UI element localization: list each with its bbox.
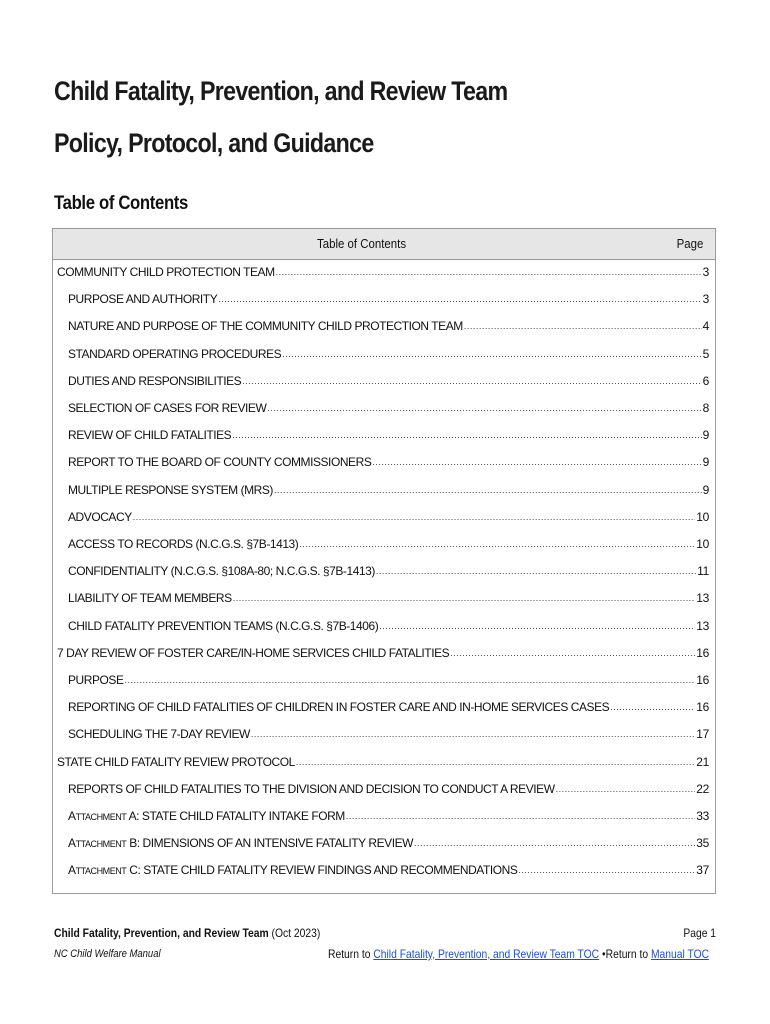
toc-dot-leader (376, 564, 696, 578)
toc-entry-page: 3 (702, 292, 709, 307)
toc-entry[interactable] (68, 861, 709, 877)
footer-return-links (328, 947, 709, 961)
toc-entry-page: 9 (702, 428, 709, 443)
toc-entry-label: ATTACHMENT A: STATE CHILD FATALITY INTAKE FORM (68, 809, 345, 823)
toc-entry[interactable] (68, 807, 709, 823)
toc-dot-leader (282, 347, 701, 361)
toc-entry-page: 16 (696, 645, 709, 660)
toc-dot-leader (242, 374, 701, 388)
toc-entry-label: PURPOSE (68, 673, 124, 687)
toc-entry-page: 6 (702, 373, 709, 388)
toc-entry-page: 10 (696, 509, 709, 524)
footer-title-text: Child Fatality, Prevention, and Review Team (54, 926, 269, 940)
toc-dot-leader (232, 428, 701, 442)
toc-entry-page: 37 (696, 863, 709, 878)
toc-entry[interactable] (68, 508, 709, 524)
toc-dot-leader (379, 619, 695, 633)
toc-entry-label: SCHEDULING THE 7-DAY REVIEW (68, 727, 250, 742)
toc-heading: Table of Contents (54, 193, 188, 214)
footer-doc-title (54, 926, 320, 940)
toc-entry[interactable] (68, 535, 709, 551)
toc-entry[interactable] (68, 617, 709, 633)
document-title-line-1: Child Fatality, Prevention, and Review Team (54, 76, 508, 106)
toc-entry[interactable] (68, 317, 709, 333)
toc-entry[interactable] (68, 725, 709, 741)
toc-entry-label: NATURE AND PURPOSE OF THE COMMUNITY CHILD PROTECTION TEAM (68, 319, 463, 334)
toc-entry-label: SELECTION OF CASES FOR REVIEW (68, 401, 267, 415)
toc-entry-label: DUTIES AND RESPONSIBILITIES (68, 373, 242, 388)
toc-dot-leader (267, 401, 701, 415)
toc-dot-leader (133, 510, 696, 524)
toc-dot-leader (218, 292, 701, 306)
toc-entry-page: 35 (696, 836, 709, 851)
return-prefix-1: Return to (328, 947, 374, 961)
toc-dot-leader (372, 455, 701, 469)
toc-entry-label: MULTIPLE RESPONSE SYSTEM (MRS) (68, 482, 273, 497)
toc-entry[interactable] (68, 562, 709, 578)
toc-entry-page: 22 (696, 781, 709, 796)
toc-entry-label: STATE CHILD FATALITY REVIEW PROTOCOL (57, 754, 295, 769)
toc-entry-page: 4 (702, 319, 709, 334)
toc-entry-page: 21 (696, 754, 709, 769)
toc-dot-leader (233, 591, 696, 605)
toc-entry-label: STANDARD OPERATING PROCEDURES (68, 346, 282, 361)
toc-entry-page: 17 (696, 727, 709, 742)
toc-entry-page: 9 (702, 455, 709, 470)
toc-dot-leader (299, 537, 695, 551)
toc-entry-label: ATTACHMENT C: STATE CHILD FATALITY REVIEW FINDINGS AND RECOMMENDATIONS (68, 863, 518, 878)
toc-dot-leader (610, 700, 695, 714)
toc-entry-page: 16 (696, 673, 709, 687)
toc-entry-page: 3 (702, 265, 709, 279)
toc-table-header (53, 229, 715, 260)
toc-entry[interactable] (68, 290, 709, 306)
toc-entry-page: 33 (696, 809, 709, 823)
toc-entry[interactable] (68, 481, 709, 497)
toc-entry-label: ADVOCACY (68, 509, 132, 524)
toc-entry[interactable] (57, 644, 709, 660)
toc-dot-leader (464, 319, 702, 333)
toc-entry[interactable] (68, 671, 709, 687)
toc-header-page: Page (676, 236, 703, 251)
link-separator: • (599, 947, 606, 961)
toc-entry[interactable] (57, 753, 709, 769)
toc-entry-label: PURPOSE AND AUTHORITY (68, 292, 218, 307)
toc-entry[interactable] (68, 780, 709, 796)
toc-dot-leader (346, 809, 695, 823)
toc-dot-leader (276, 265, 702, 279)
toc-entry[interactable] (68, 345, 709, 361)
toc-entry-page: 13 (696, 618, 709, 633)
toc-entry-page: 13 (696, 591, 709, 606)
toc-entry-page: 8 (702, 401, 709, 415)
document-title-line-2: Policy, Protocol, and Guidance (54, 128, 374, 158)
toc-entry-page: 11 (697, 564, 709, 579)
toc-entry-label: REPORTS OF CHILD FATALITIES TO THE DIVISION AND DECISION TO CONDUCT A REVIEW (68, 781, 555, 796)
toc-table (52, 228, 716, 894)
toc-entry[interactable] (68, 698, 709, 714)
toc-dot-leader (125, 673, 696, 687)
toc-entry[interactable] (68, 589, 709, 605)
footer-page-number: Page 1 (683, 926, 716, 940)
toc-dot-leader (251, 727, 695, 741)
toc-entry[interactable] (68, 399, 709, 415)
toc-entry[interactable] (68, 372, 709, 388)
toc-entry-label: ACCESS TO RECORDS (N.C.G.S. §7B-1413) (68, 537, 299, 551)
link-manual-toc[interactable]: Manual TOC (650, 947, 710, 961)
toc-dot-leader (556, 782, 696, 796)
toc-dot-leader (450, 646, 695, 660)
footer-manual-name: NC Child Welfare Manual (54, 948, 161, 960)
return-prefix-2: Return to (605, 947, 651, 961)
toc-entry-label: REPORTING OF CHILD FATALITIES OF CHILDREN IN FOSTER CARE AND IN-HOME SERVICES CASES (68, 700, 610, 715)
link-team-toc[interactable]: Child Fatality, Prevention, and Review Team TOC (373, 947, 600, 961)
toc-entry-label: REPORT TO THE BOARD OF COUNTY COMMISSIONERS (68, 455, 372, 470)
toc-entry-label: CONFIDENTIALITY (N.C.G.S. §108A-80; N.C.G.S. §7B-1413) (68, 564, 375, 579)
toc-entry-label: ATTACHMENT B: DIMENSIONS OF AN INTENSIVE FATALITY REVIEW (68, 836, 414, 851)
toc-header-title: Table of Contents (317, 236, 407, 251)
toc-entry-label: COMMUNITY CHILD PROTECTION TEAM (57, 265, 275, 279)
toc-dot-leader (414, 836, 695, 850)
toc-dot-leader (518, 863, 695, 877)
toc-entry[interactable] (68, 453, 709, 469)
toc-entry-label: CHILD FATALITY PREVENTION TEAMS (N.C.G.S. §7B-1406) (68, 618, 379, 633)
toc-entry-page: 16 (696, 700, 709, 715)
toc-entry-label: LIABILITY OF TEAM MEMBERS (68, 591, 232, 606)
toc-entry-page: 10 (696, 537, 709, 551)
toc-entry[interactable] (57, 263, 709, 279)
toc-entry-page: 5 (702, 346, 709, 361)
toc-entry-page: 9 (702, 482, 709, 497)
toc-dot-leader (274, 483, 702, 497)
toc-entry-label: 7 DAY REVIEW OF FOSTER CARE/IN-HOME SERVICES CHILD FATALITIES (57, 645, 450, 660)
footer-date: (Oct 2023) (271, 926, 321, 940)
toc-entry[interactable] (68, 426, 709, 442)
toc-dot-leader (296, 755, 695, 769)
toc-entry-label: REVIEW OF CHILD FATALITIES (68, 428, 232, 443)
toc-entry[interactable] (68, 834, 709, 850)
